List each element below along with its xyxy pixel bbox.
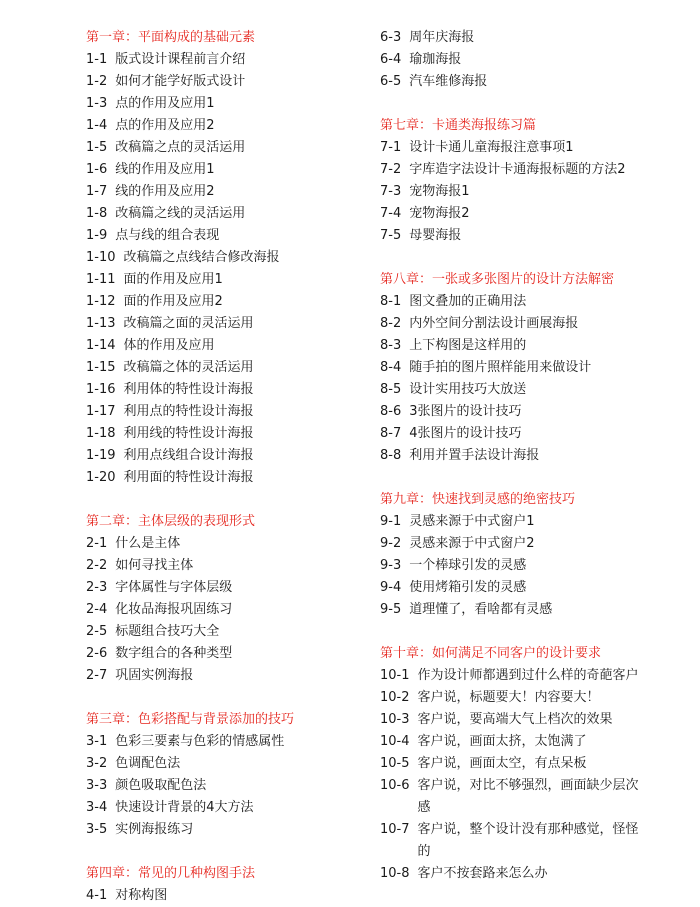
lesson-title: 3张图片的设计技巧: [409, 404, 522, 419]
lesson-item: [86, 885, 372, 907]
lesson-number: 9-2: [380, 536, 402, 551]
lesson-number: 1-6: [86, 162, 108, 177]
lesson-title: 线的作用及应用2: [115, 184, 215, 199]
lesson-item: [86, 269, 372, 291]
lesson-number: 7-1: [380, 140, 402, 155]
lesson-title: 内外空间分割法设计画展海报: [409, 316, 579, 331]
lesson-item: [86, 225, 372, 247]
lesson-number: 10-6: [380, 778, 410, 793]
section-gap: [380, 93, 698, 115]
lesson-item: [380, 203, 698, 225]
lesson-number: 8-7: [380, 426, 402, 441]
lesson-item: [380, 159, 698, 181]
lesson-number: 2-7: [86, 668, 108, 683]
lesson-title: 随手拍的图片照样能用来做设计: [409, 360, 592, 375]
chapter-title: 第四章：常见的几种构图手法: [86, 866, 256, 881]
lesson-number: 2-2: [86, 558, 108, 573]
section-gap: [380, 621, 698, 643]
lesson-number: 1-2: [86, 74, 108, 89]
lesson-item: [380, 181, 698, 203]
lesson-item: [380, 357, 698, 379]
lesson-item: [86, 291, 372, 313]
lesson-item: [86, 731, 372, 753]
lesson-item: [380, 775, 698, 819]
lesson-item: [86, 93, 372, 115]
lesson-title: 标题组合技巧大全: [115, 624, 220, 639]
section-gap: [380, 247, 698, 269]
left-column: [86, 27, 372, 907]
lesson-number: 9-1: [380, 514, 402, 529]
lesson-number: 4-1: [86, 888, 108, 903]
lesson-title: 改稿篇之线的灵活运用: [115, 206, 246, 221]
lesson-item: [380, 71, 698, 93]
chapter-title: 第一章：平面构成的基础元素: [86, 30, 256, 45]
lesson-title: 颜色吸取配色法: [115, 778, 207, 793]
lesson-item: [86, 555, 372, 577]
lesson-item: [86, 577, 372, 599]
lesson-item: [380, 555, 698, 577]
lesson-title: 客户说，对比不够强烈，画面缺少层次感: [417, 778, 639, 815]
lesson-item: [86, 357, 372, 379]
lesson-number: 2-5: [86, 624, 108, 639]
lesson-title: 什么是主体: [115, 536, 181, 551]
lesson-title: 版式设计课程前言介绍: [115, 52, 246, 67]
lesson-item: [380, 753, 698, 775]
lesson-number: 8-4: [380, 360, 402, 375]
lesson-item: [86, 445, 372, 467]
section-gap: [86, 841, 372, 863]
lesson-number: 1-14: [86, 338, 116, 353]
lesson-title: 点的作用及应用1: [115, 96, 215, 111]
lesson-title: 宠物海报1: [409, 184, 470, 199]
lesson-title: 线的作用及应用1: [115, 162, 215, 177]
lesson-number: 1-1: [86, 52, 108, 67]
lesson-item: [380, 335, 698, 357]
lesson-number: 1-7: [86, 184, 108, 199]
lesson-number: 7-4: [380, 206, 402, 221]
lesson-number: 3-4: [86, 800, 108, 815]
lesson-title: 字库造字法设计卡通海报标题的方法2: [409, 162, 626, 177]
lesson-number: 1-15: [86, 360, 116, 375]
lesson-number: 1-3: [86, 96, 108, 111]
lesson-number: 8-8: [380, 448, 402, 463]
lesson-item: [86, 379, 372, 401]
section-gap: [86, 687, 372, 709]
lesson-item: [86, 137, 372, 159]
lesson-number: 3-2: [86, 756, 108, 771]
lesson-item: [86, 115, 372, 137]
lesson-title: 一个棒球引发的灵感: [409, 558, 527, 573]
lesson-title: 客户说，标题要大！内容要大！: [417, 690, 600, 705]
lesson-number: 2-3: [86, 580, 108, 595]
lesson-number: 3-3: [86, 778, 108, 793]
lesson-title: 周年庆海报: [409, 30, 475, 45]
lesson-title: 改稿篇之体的灵活运用: [123, 360, 254, 375]
lesson-number: 10-7: [380, 822, 410, 837]
lesson-number: 8-5: [380, 382, 402, 397]
lesson-title: 客户不按套路来怎么办: [417, 866, 548, 881]
lesson-item: [380, 313, 698, 335]
lesson-number: 2-6: [86, 646, 108, 661]
lesson-number: 1-12: [86, 294, 116, 309]
lesson-number: 9-4: [380, 580, 402, 595]
lesson-title: 体的作用及应用: [123, 338, 215, 353]
lesson-title: 色调配色法: [115, 756, 181, 771]
lesson-number: 8-6: [380, 404, 402, 419]
lesson-item: [86, 203, 372, 225]
lesson-item: [86, 159, 372, 181]
lesson-title: 客户说，画面太挤，太饱满了: [417, 734, 587, 749]
lesson-number: 9-3: [380, 558, 402, 573]
lesson-number: 7-5: [380, 228, 402, 243]
lesson-title: 客户说，画面太空，有点呆板: [417, 756, 587, 771]
chapter-title: 第十章：如何满足不同客户的设计要求: [380, 646, 602, 661]
lesson-title: 母婴海报: [409, 228, 462, 243]
lesson-number: 1-13: [86, 316, 116, 331]
lesson-title: 对称构图: [115, 888, 168, 903]
lesson-title: 如何才能学好版式设计: [115, 74, 246, 89]
lesson-title: 利用点的特性设计海报: [123, 404, 254, 419]
lesson-item: [86, 665, 372, 687]
lesson-number: 8-1: [380, 294, 402, 309]
lesson-number: 1-18: [86, 426, 116, 441]
lesson-title: 使用烤箱引发的灵感: [409, 580, 527, 595]
lesson-number: 1-16: [86, 382, 116, 397]
lesson-title: 实例海报练习: [115, 822, 194, 837]
lesson-title: 设计卡通儿童海报注意事项1: [409, 140, 574, 155]
lesson-number: 3-5: [86, 822, 108, 837]
lesson-title: 宠物海报2: [409, 206, 470, 221]
lesson-number: 8-2: [380, 316, 402, 331]
lesson-item: [380, 401, 698, 423]
lesson-title: 汽车维修海报: [409, 74, 488, 89]
lesson-number: 1-20: [86, 470, 116, 485]
lesson-number: 10-5: [380, 756, 410, 771]
lesson-item: [380, 49, 698, 71]
chapter-title: 第九章：快速找到灵感的绝密技巧: [380, 492, 576, 507]
lesson-title: 化妆品海报巩固练习: [115, 602, 233, 617]
lesson-number: 10-8: [380, 866, 410, 881]
chapter-title: 第七章：卡通类海报练习篇: [380, 118, 537, 133]
lesson-item: [380, 863, 698, 885]
lesson-number: 10-3: [380, 712, 410, 727]
lesson-item: [380, 731, 698, 753]
lesson-item: [86, 247, 372, 269]
lesson-item: [86, 621, 372, 643]
lesson-item: [86, 643, 372, 665]
lesson-title: 道理懂了，看啥都有灵感: [409, 602, 553, 617]
lesson-title: 巩固实例海报: [115, 668, 194, 683]
lesson-item: [380, 291, 698, 313]
lesson-item: [380, 709, 698, 731]
lesson-number: 3-1: [86, 734, 108, 749]
lesson-title: 改稿篇之点线结合修改海报: [123, 250, 280, 265]
lesson-number: 2-4: [86, 602, 108, 617]
lesson-title: 面的作用及应用1: [123, 272, 223, 287]
lesson-item: [380, 137, 698, 159]
lesson-number: 6-4: [380, 52, 402, 67]
lesson-item: [380, 445, 698, 467]
lesson-item: [86, 797, 372, 819]
lesson-item: [86, 335, 372, 357]
lesson-item: [380, 687, 698, 709]
lesson-number: 1-4: [86, 118, 108, 133]
lesson-title: 数字组合的各种类型: [115, 646, 233, 661]
lesson-title: 利用并置手法设计海报: [409, 448, 540, 463]
lesson-item: [380, 819, 698, 863]
lesson-item: [86, 599, 372, 621]
lesson-item: [380, 511, 698, 533]
lesson-title: 灵感来源于中式窗户1: [409, 514, 535, 529]
lesson-item: [380, 27, 698, 49]
lesson-number: 10-1: [380, 668, 410, 683]
lesson-number: 1-9: [86, 228, 108, 243]
lesson-title: 字体属性与字体层级: [115, 580, 233, 595]
lesson-item: [86, 71, 372, 93]
lesson-title: 改稿篇之点的灵活运用: [115, 140, 246, 155]
lesson-item: [86, 401, 372, 423]
lesson-title: 如何寻找主体: [115, 558, 194, 573]
lesson-number: 7-2: [380, 162, 402, 177]
lesson-number: 2-1: [86, 536, 108, 551]
lesson-number: 10-4: [380, 734, 410, 749]
lesson-title: 点的作用及应用2: [115, 118, 215, 133]
lesson-title: 客户说，整个设计没有那种感觉，怪怪的: [417, 822, 639, 859]
lesson-number: 7-3: [380, 184, 402, 199]
lesson-item: [86, 533, 372, 555]
right-column: [380, 27, 698, 885]
lesson-title: 利用点线组合设计海报: [123, 448, 254, 463]
lesson-item: [380, 225, 698, 247]
lesson-item: [86, 49, 372, 71]
lesson-number: 1-11: [86, 272, 116, 287]
section-gap: [86, 489, 372, 511]
lesson-item: [86, 313, 372, 335]
lesson-title: 客户说，要高端大气上档次的效果: [417, 712, 613, 727]
lesson-item: [86, 181, 372, 203]
lesson-item: [86, 775, 372, 797]
lesson-item: [86, 819, 372, 841]
lesson-number: 6-3: [380, 30, 402, 45]
lesson-title: 利用面的特性设计海报: [123, 470, 254, 485]
lesson-title: 改稿篇之面的灵活运用: [123, 316, 254, 331]
lesson-item: [380, 423, 698, 445]
lesson-number: 1-19: [86, 448, 116, 463]
lesson-title: 利用体的特性设计海报: [123, 382, 254, 397]
lesson-title: 图文叠加的正确用法: [409, 294, 527, 309]
lesson-number: 10-2: [380, 690, 410, 705]
lesson-number: 1-8: [86, 206, 108, 221]
section-gap: [380, 467, 698, 489]
lesson-title: 上下构图是这样用的: [409, 338, 527, 353]
lesson-title: 利用线的特性设计海报: [123, 426, 254, 441]
lesson-item: [380, 577, 698, 599]
lesson-number: 1-10: [86, 250, 116, 265]
lesson-item: [86, 467, 372, 489]
lesson-item: [86, 753, 372, 775]
chapter-title: 第八章：一张或多张图片的设计方法解密: [380, 272, 615, 287]
lesson-item: [380, 599, 698, 621]
lesson-item: [86, 423, 372, 445]
lesson-number: 6-5: [380, 74, 402, 89]
lesson-number: 1-5: [86, 140, 108, 155]
lesson-number: 1-17: [86, 404, 116, 419]
chapter-title: 第三章：色彩搭配与背景添加的技巧: [86, 712, 295, 727]
lesson-number: 8-3: [380, 338, 402, 353]
lesson-title: 瑜珈海报: [409, 52, 462, 67]
lesson-title: 灵感来源于中式窗户2: [409, 536, 535, 551]
lesson-number: 9-5: [380, 602, 402, 617]
lesson-title: 作为设计师都遇到过什么样的奇葩客户: [417, 668, 639, 683]
lesson-title: 快速设计背景的4大方法: [115, 800, 254, 815]
lesson-title: 点与线的组合表现: [115, 228, 220, 243]
lesson-title: 面的作用及应用2: [123, 294, 223, 309]
lesson-title: 设计实用技巧大放送: [409, 382, 527, 397]
lesson-item: [380, 379, 698, 401]
lesson-title: 4张图片的设计技巧: [409, 426, 522, 441]
lesson-item: [380, 665, 698, 687]
lesson-item: [380, 533, 698, 555]
chapter-title: 第二章：主体层级的表现形式: [86, 514, 256, 529]
lesson-title: 色彩三要素与色彩的情感属性: [115, 734, 285, 749]
